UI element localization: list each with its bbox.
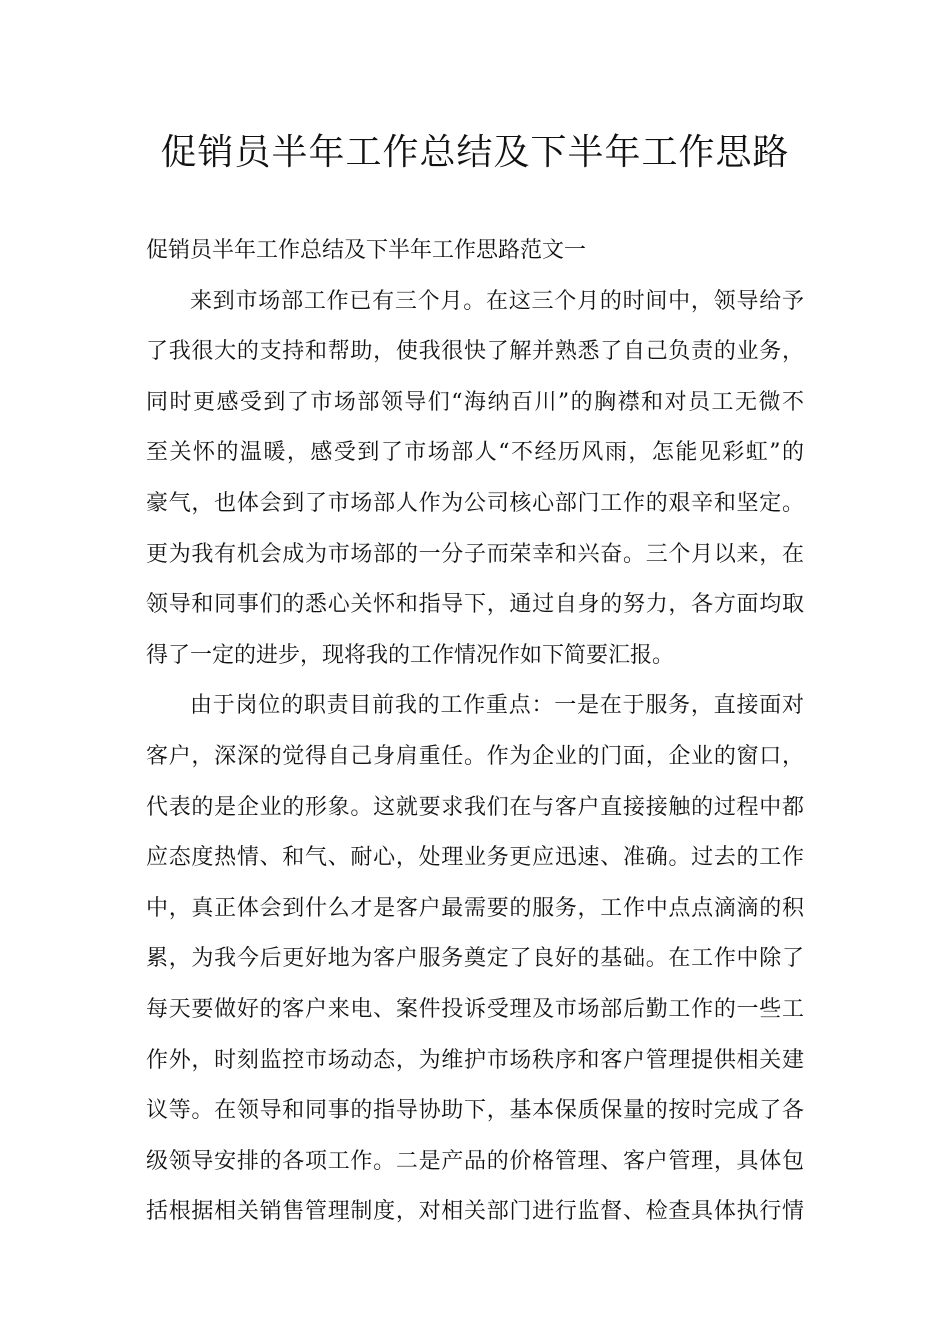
body-line: 应态度热情、和气、耐心，处理业务更应迅速、准确。过去的工作 (146, 845, 804, 871)
body-line: 同时更感受到了市场部领导们“海纳百川”的胸襟和对员工无微不 (146, 389, 804, 415)
body-line: 括根据相关销售管理制度，对相关部门进行监督、检查具体执行情 (146, 1199, 804, 1225)
body-line: 议等。在领导和同事的指导协助下，基本保质保量的按时完成了各 (146, 1098, 804, 1124)
body-line: 中，真正体会到什么才是客户最需要的服务，工作中点点滴滴的积 (146, 895, 804, 921)
body-line: 得了一定的进步，现将我的工作情况作如下简要汇报。 (146, 642, 675, 668)
body-line: 每天要做好的客户来电、案件投诉受理及市场部后勤工作的一些工 (146, 996, 804, 1022)
body-line: 领导和同事们的悉心关怀和指导下，通过自身的努力，各方面均取 (146, 592, 804, 618)
body-line: 客户，深深的觉得自己身肩重任。作为企业的门面，企业的窗口， (146, 743, 804, 769)
body-line: 来到市场部工作已有三个月。在这三个月的时间中，领导给予 (190, 288, 804, 314)
body-line: 由于岗位的职责目前我的工作重点：一是在于服务，直接面对 (190, 693, 804, 719)
body-line: 了我很大的支持和帮助，使我很快了解并熟悉了自己负责的业务， (146, 339, 804, 365)
body-line: 豪气，也体会到了市场部人作为公司核心部门工作的艰辛和坚定。 (146, 490, 804, 516)
document-body (146, 232, 804, 1244)
body-line: 级领导安排的各项工作。二是产品的价格管理、客户管理，具体包 (146, 1148, 804, 1174)
subtitle-line: 促销员半年工作总结及下半年工作思路范文一 (146, 238, 587, 263)
body-line: 更为我有机会成为市场部的一分子而荣幸和兴奋。三个月以来，在 (146, 541, 804, 567)
body-line: 累，为我今后更好地为客户服务奠定了良好的基础。在工作中除了 (146, 946, 804, 972)
document-title: 促销员半年工作总结及下半年工作思路 (160, 132, 790, 173)
body-line: 作外，时刻监控市场动态，为维护市场秩序和客户管理提供相关建 (146, 1047, 804, 1073)
body-line: 至关怀的温暖，感受到了市场部人“不经历风雨，怎能见彩虹”的 (146, 440, 804, 466)
body-line: 代表的是企业的形象。这就要求我们在与客户直接接触的过程中都 (146, 794, 804, 820)
